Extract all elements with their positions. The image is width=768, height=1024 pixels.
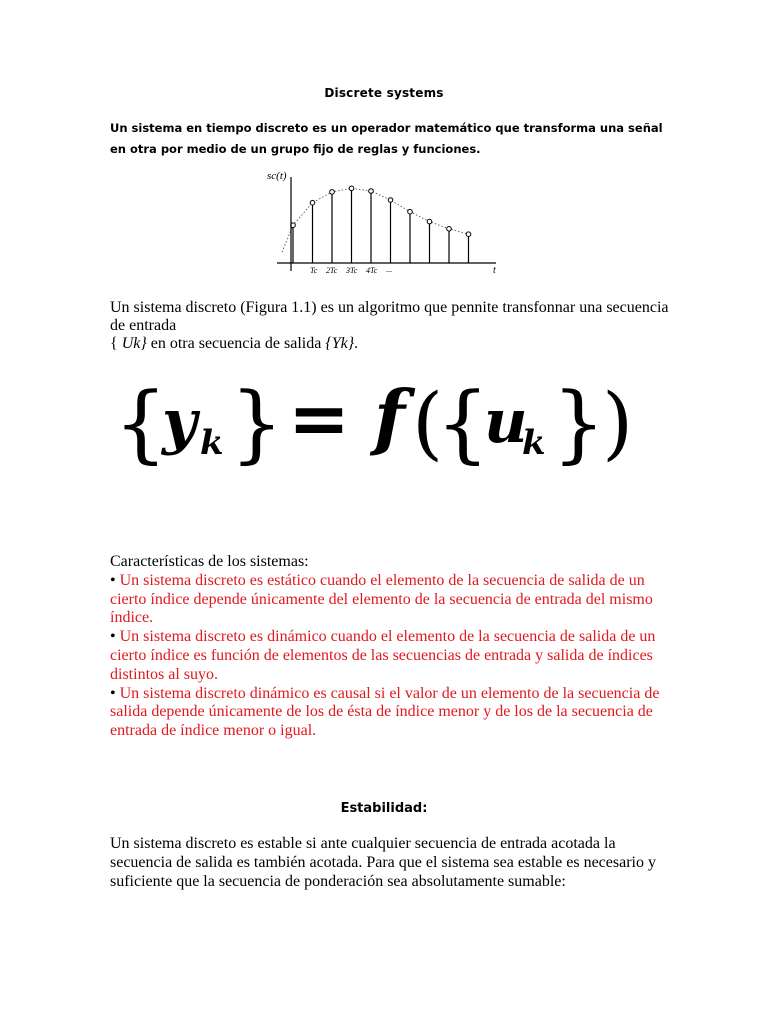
sample-point [427, 219, 432, 224]
tick-label: Tc [310, 266, 318, 275]
sample-point [408, 209, 413, 214]
formula-y-sub: k [200, 423, 224, 463]
tick-label: 4Tc [366, 266, 378, 275]
tick-label: ... [386, 265, 392, 274]
formula-brace-open-inner: { [436, 380, 490, 472]
formula-function: f [374, 380, 405, 459]
tick-label: 3Tc [346, 266, 358, 275]
tick-label: 2Tc [326, 266, 338, 275]
description-end: . [354, 335, 359, 352]
sampled-signal-figure [262, 165, 512, 280]
feature-text: Un sistema discreto es dinámico cuando el elemento de la secuencia de salida de un cierto índice es función de elementos de las secuencias de entrada y salida de índices distintos al suyo. [110, 628, 656, 683]
output-sequence: {Yk} [325, 335, 355, 352]
intro-paragraph: Un sistema en tiempo discreto es un operador matemático que transforma una señal en otra por medio de un grupo fijo de reglas y funciones. [110, 121, 663, 156]
sample-point [310, 200, 315, 205]
stability-heading: Estabilidad: [340, 801, 428, 816]
formula-equals: = [288, 380, 351, 462]
description-paragraph [110, 299, 670, 353]
formula-paren-close: ) [602, 380, 634, 469]
sample-point [369, 189, 374, 194]
formula-brace-close-inner: } [552, 380, 606, 472]
sample-point [447, 227, 452, 232]
feature-item [110, 628, 680, 684]
signal-envelope [282, 188, 469, 252]
stability-paragraph: Un sistema discreto es estable si ante cualquier secuencia de entrada acotada la secuencia de salida es también acotada. Para que el sistema sea estable es necesario y suficiente que la secuencia de ponderación sea absolutamente sumable: [110, 835, 656, 890]
formula-paren-open: ( [412, 380, 444, 469]
formula-brace-open: { [114, 380, 168, 472]
brace-open: { [110, 335, 118, 352]
system-formula [112, 380, 652, 480]
formula-u-sub: k [522, 423, 546, 463]
feature-text: Un sistema discreto dinámico es causal si el valor de un elemento de la secuencia de salida depende únicamente de los de ésta de índice menor y de los de la secuencia de entrada de índice menor o igual. [110, 684, 660, 740]
features-section [110, 553, 680, 741]
signal-stems [282, 186, 471, 263]
description-text: Un sistema discreto (Figura 1.1) es un algoritmo que pennite transfonnar una secuencia de entrada [110, 299, 669, 334]
feature-item [110, 685, 680, 741]
y-axis-label: sc(t) [267, 170, 287, 182]
page-title: Discrete systems [324, 86, 444, 100]
bullet-glyph: • [110, 684, 116, 702]
sample-point [349, 186, 354, 191]
description-middle: en otra secuencia de salida [146, 335, 326, 352]
sample-point [388, 198, 393, 203]
bullet-glyph: • [110, 628, 116, 646]
x-axis-label: t [493, 265, 496, 276]
feature-text: Un sistema discreto es estático cuando el elemento de la secuencia de salida de un cierto índice depende únicamente del elemento de la secuencia de entrada del mismo índice. [110, 571, 653, 627]
features-heading: Características de los sistemas: [110, 553, 309, 570]
formula-y-var: y [162, 387, 197, 457]
formula-brace-close: } [230, 380, 284, 472]
bullet-glyph: • [110, 571, 116, 589]
sample-point [330, 190, 335, 195]
sample-point [466, 232, 471, 237]
feature-item [110, 572, 680, 628]
formula-u-var: u [484, 387, 528, 457]
input-sequence: Uk} [121, 335, 147, 352]
